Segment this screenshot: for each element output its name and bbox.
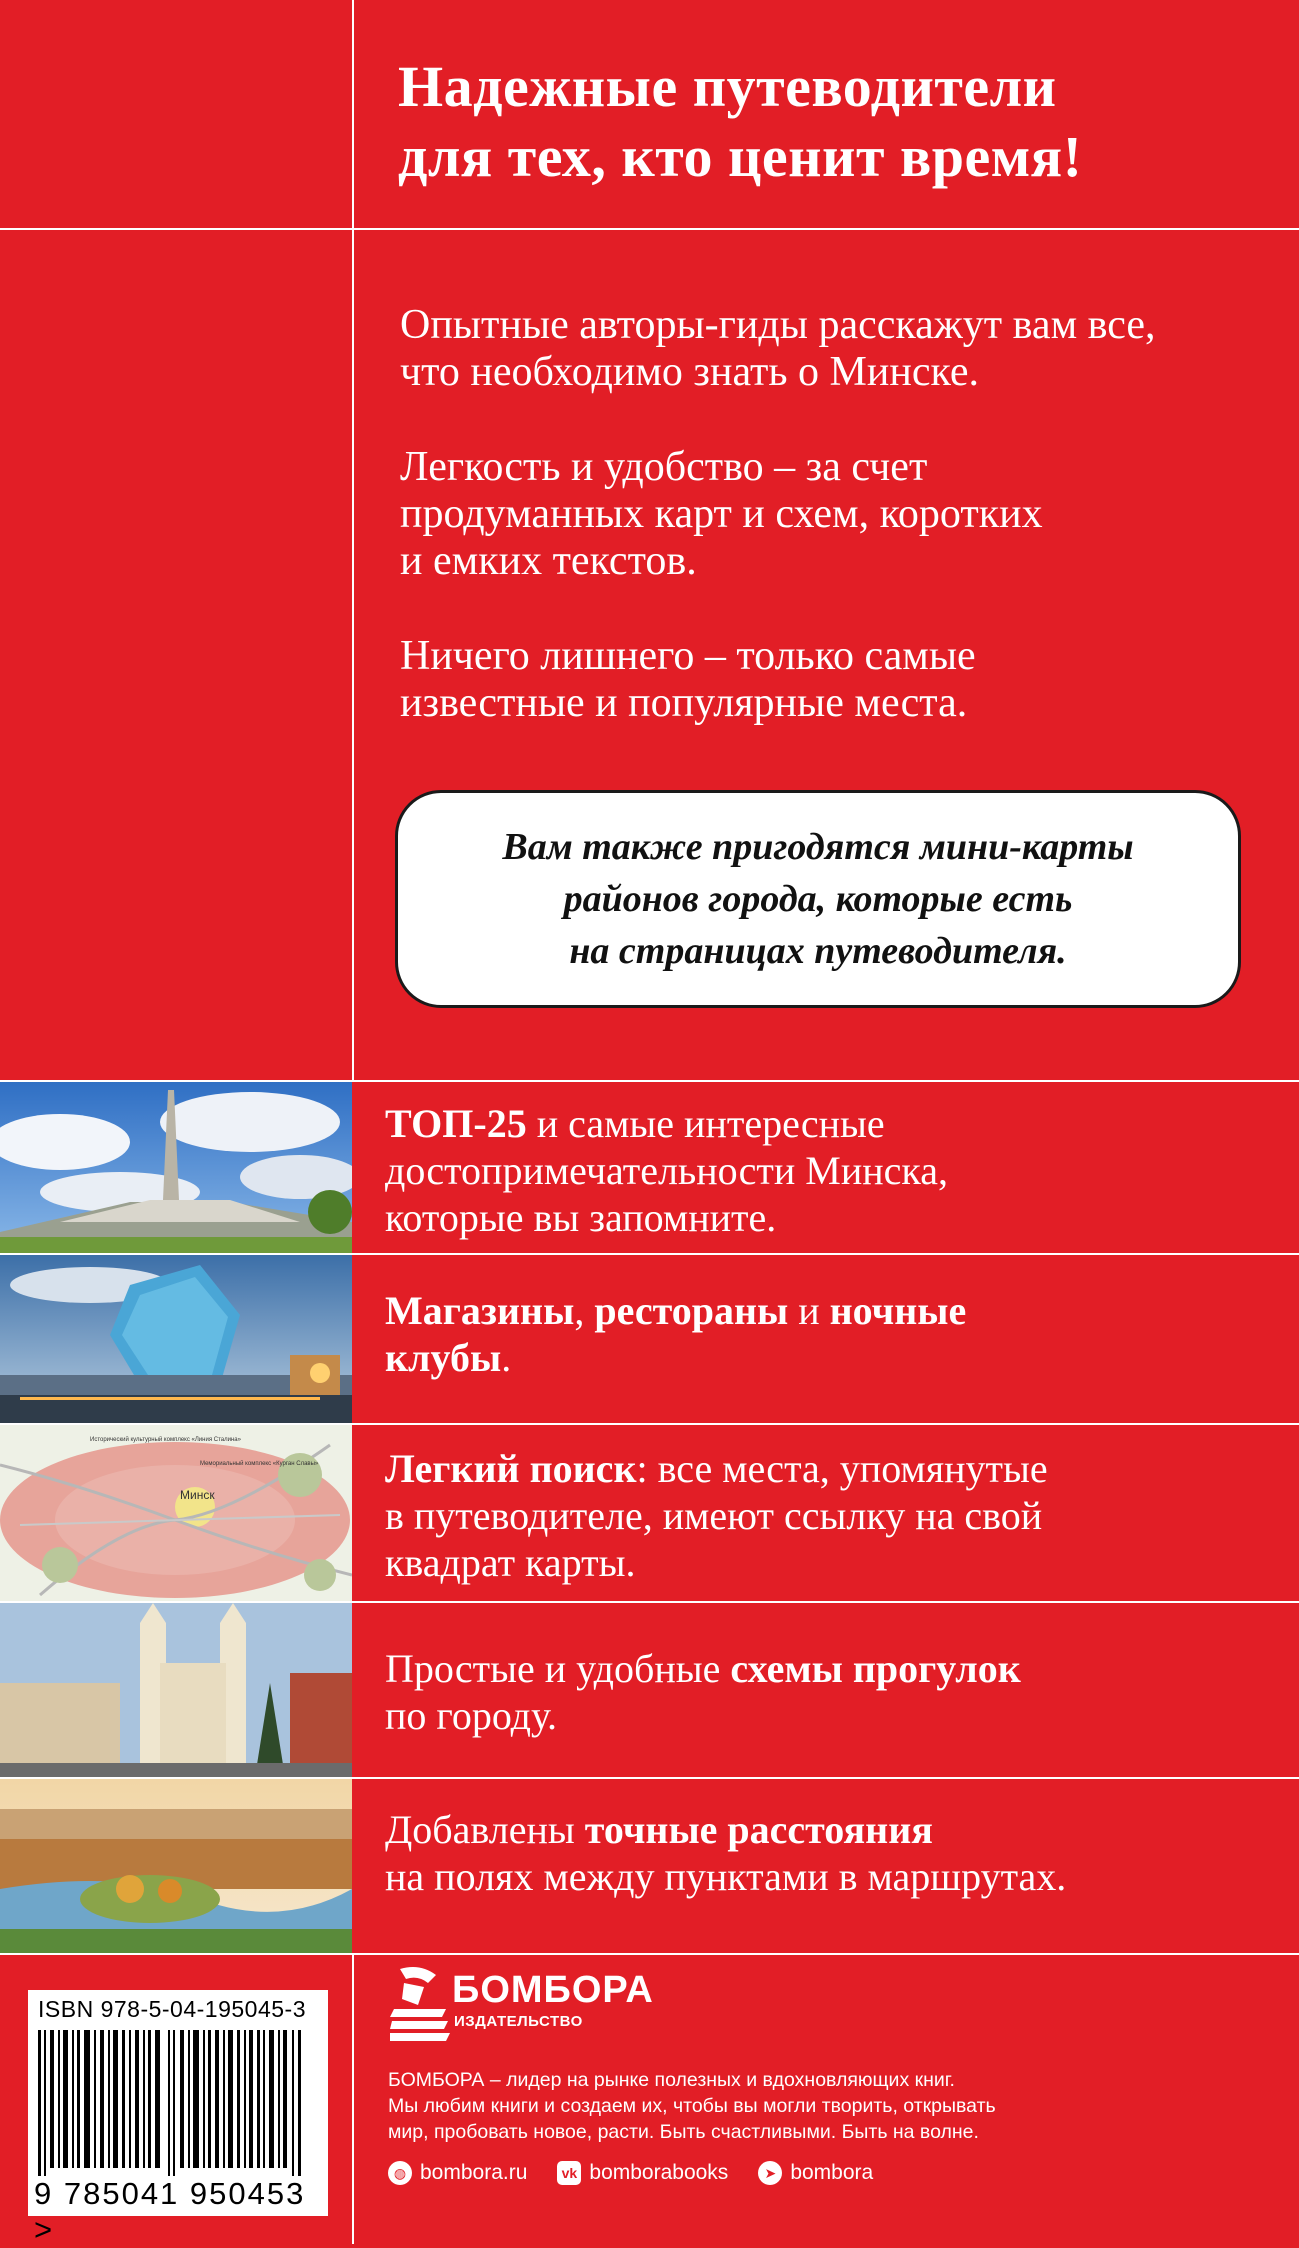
divider-vertical-bottom bbox=[352, 1955, 354, 2244]
publisher-logo bbox=[390, 1965, 690, 2045]
telegram-icon: ➤ bbox=[758, 2161, 782, 2185]
feature-walks: Простые и удобные схемы прогулок по городу. bbox=[385, 1646, 1021, 1738]
logo-name: БОМБОРА bbox=[452, 1969, 654, 2011]
intro-paragraph-3: Ничего лишнего – только самые известные и популярные места. bbox=[400, 633, 976, 726]
social-website[interactable]: ◍ bombora.ru bbox=[388, 2161, 527, 2185]
feature-distances: Добавлены точные расстояния на полях между пунктами в маршрутах. bbox=[385, 1807, 1067, 1899]
headline-line: Надежные путеводители bbox=[398, 54, 1057, 119]
globe-icon: ◍ bbox=[388, 2161, 412, 2185]
vk-icon: vk bbox=[557, 2161, 581, 2185]
divider-feature-5 bbox=[0, 1953, 1299, 1955]
photo-monument bbox=[0, 1082, 352, 1253]
intro-paragraph-2: Легкость и удобство – за счет продуманных карт и схем, коротких и емких текстов. bbox=[400, 444, 1043, 584]
bombora-logo-icon bbox=[390, 1965, 450, 2043]
headline bbox=[398, 52, 1278, 192]
barcode-icon bbox=[34, 2030, 324, 2176]
social-links bbox=[388, 2158, 1288, 2188]
callout-box: Вам также пригодятся мини-карты районов города, которые есть на страницах путеводителя. bbox=[395, 790, 1241, 1008]
feature-top25: ТОП-25 и самые интересные достопримечательности Минска, которые вы запомните. bbox=[385, 1101, 948, 1240]
social-telegram[interactable]: ➤ bombora bbox=[758, 2161, 873, 2185]
isbn-label: ISBN 978-5-04-195045-3 bbox=[38, 1996, 306, 2022]
logo-subtitle: ИЗДАТЕЛЬСТВО bbox=[454, 2013, 583, 2030]
social-vk[interactable]: vk bomborabooks bbox=[557, 2161, 728, 2185]
divider-headline bbox=[0, 228, 1299, 230]
isbn-barcode bbox=[28, 1990, 328, 2247]
photo-map bbox=[0, 1425, 352, 1601]
map-label-city: Минск bbox=[180, 1488, 215, 1502]
map-label-top: Исторический культурный комплекс «Линия Сталина» bbox=[90, 1437, 241, 1443]
publisher-description: БОМБОРА – лидер на рынке полезных и вдохновляющих книг. Мы любим книги и создаем их, чтобы вы могли творить, открывать мир, пробовать новое, расти. Быть счастливыми. Быть на волне. bbox=[388, 2069, 996, 2143]
headline-line: для тех, кто ценит время! bbox=[398, 124, 1083, 189]
photo-library bbox=[0, 1255, 352, 1423]
photo-church bbox=[0, 1603, 352, 1777]
isbn-digits: 9 785041 950453 > bbox=[34, 2176, 306, 2247]
feature-shops: Магазины, рестораны и ночные клубы. bbox=[385, 1288, 967, 1380]
intro-paragraph-1: Опытные авторы-гиды расскажут вам все, что необходимо знать о Минске. bbox=[400, 302, 1156, 395]
feature-search: Легкий поиск: все места, упомянутые в путеводителе, имеют ссылку на свой квадрат карты. bbox=[385, 1446, 1048, 1585]
divider-vertical bbox=[352, 0, 354, 1080]
map-label-top2: Мемориальный комплекс «Курган Славы» bbox=[200, 1461, 319, 1467]
photo-river bbox=[0, 1779, 352, 1953]
